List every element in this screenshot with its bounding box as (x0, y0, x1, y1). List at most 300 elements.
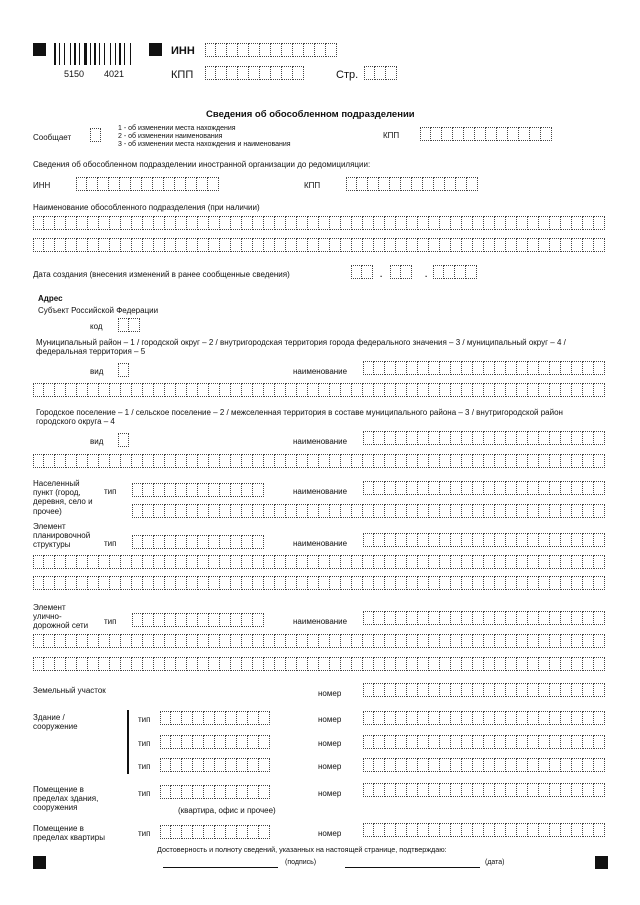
char-cell[interactable] (374, 657, 385, 671)
char-cell[interactable] (451, 657, 462, 671)
char-cell[interactable] (121, 576, 132, 590)
char-cell[interactable] (572, 634, 583, 648)
char-cell[interactable] (550, 758, 561, 772)
char-cell[interactable] (176, 634, 187, 648)
char-cell[interactable] (132, 535, 143, 549)
char-cell[interactable] (550, 611, 561, 625)
char-cell[interactable] (572, 383, 583, 397)
char-cell[interactable] (88, 634, 99, 648)
char-cell[interactable] (182, 735, 193, 749)
char-cell[interactable] (462, 431, 473, 445)
char-cell[interactable] (259, 735, 270, 749)
char-cell[interactable] (154, 483, 165, 497)
char-cell[interactable] (110, 576, 121, 590)
char-cell[interactable] (118, 318, 129, 332)
char-cell[interactable] (352, 383, 363, 397)
char-cell[interactable] (473, 454, 484, 468)
char-cell[interactable] (33, 238, 44, 252)
char-cell[interactable] (583, 783, 594, 797)
char-cell[interactable] (407, 454, 418, 468)
char-cell[interactable] (99, 454, 110, 468)
char-cell[interactable] (160, 735, 171, 749)
street-name-field-row-2[interactable] (33, 634, 605, 648)
char-cell[interactable] (418, 611, 429, 625)
char-cell[interactable] (330, 634, 341, 648)
char-cell[interactable] (462, 383, 473, 397)
char-cell[interactable] (209, 238, 220, 252)
char-cell[interactable] (407, 657, 418, 671)
char-cell[interactable] (407, 576, 418, 590)
char-cell[interactable] (429, 555, 440, 569)
char-cell[interactable] (352, 216, 363, 230)
char-cell[interactable] (506, 576, 517, 590)
char-cell[interactable] (242, 216, 253, 230)
char-cell[interactable] (231, 576, 242, 590)
char-cell[interactable] (330, 657, 341, 671)
char-cell[interactable] (308, 383, 319, 397)
char-cell[interactable] (154, 634, 165, 648)
char-cell[interactable] (517, 657, 528, 671)
char-cell[interactable] (220, 504, 231, 518)
char-cell[interactable] (308, 238, 319, 252)
char-cell[interactable] (193, 785, 204, 799)
char-cell[interactable] (242, 504, 253, 518)
char-cell[interactable] (143, 504, 154, 518)
char-cell[interactable] (374, 823, 385, 837)
char-cell[interactable] (44, 383, 55, 397)
char-cell[interactable] (330, 454, 341, 468)
char-cell[interactable] (165, 216, 176, 230)
char-cell[interactable] (374, 504, 385, 518)
char-cell[interactable] (440, 634, 451, 648)
char-cell[interactable] (418, 634, 429, 648)
char-cell[interactable] (462, 683, 473, 697)
char-cell[interactable] (231, 657, 242, 671)
char-cell[interactable] (374, 683, 385, 697)
char-cell[interactable] (357, 177, 368, 191)
char-cell[interactable] (451, 735, 462, 749)
char-cell[interactable] (259, 711, 270, 725)
char-cell[interactable] (396, 711, 407, 725)
char-cell[interactable] (473, 361, 484, 375)
char-cell[interactable] (561, 683, 572, 697)
char-cell[interactable] (550, 711, 561, 725)
char-cell[interactable] (495, 735, 506, 749)
char-cell[interactable] (308, 576, 319, 590)
municipal-vid-field[interactable] (118, 363, 129, 377)
char-cell[interactable] (231, 634, 242, 648)
char-cell[interactable] (539, 431, 550, 445)
char-cell[interactable] (275, 504, 286, 518)
char-cell[interactable] (171, 735, 182, 749)
char-cell[interactable] (418, 533, 429, 547)
char-cell[interactable] (242, 657, 253, 671)
char-cell[interactable] (55, 576, 66, 590)
planning-type-field[interactable] (132, 535, 264, 549)
char-cell[interactable] (385, 431, 396, 445)
char-cell[interactable] (286, 576, 297, 590)
char-cell[interactable] (253, 483, 264, 497)
char-cell[interactable] (385, 634, 396, 648)
char-cell[interactable] (44, 634, 55, 648)
char-cell[interactable] (319, 504, 330, 518)
char-cell[interactable] (517, 576, 528, 590)
char-cell[interactable] (242, 555, 253, 569)
char-cell[interactable] (187, 613, 198, 627)
char-cell[interactable] (541, 127, 552, 141)
char-cell[interactable] (110, 383, 121, 397)
char-cell[interactable] (182, 758, 193, 772)
char-cell[interactable] (209, 504, 220, 518)
char-cell[interactable] (231, 383, 242, 397)
char-cell[interactable] (187, 555, 198, 569)
char-cell[interactable] (433, 265, 444, 279)
char-cell[interactable] (209, 454, 220, 468)
char-cell[interactable] (462, 216, 473, 230)
char-cell[interactable] (396, 611, 407, 625)
char-cell[interactable] (198, 216, 209, 230)
char-cell[interactable] (363, 454, 374, 468)
char-cell[interactable] (396, 758, 407, 772)
char-cell[interactable] (506, 533, 517, 547)
char-cell[interactable] (539, 683, 550, 697)
char-cell[interactable] (495, 783, 506, 797)
char-cell[interactable] (204, 785, 215, 799)
char-cell[interactable] (495, 823, 506, 837)
char-cell[interactable] (286, 454, 297, 468)
char-cell[interactable] (286, 383, 297, 397)
char-cell[interactable] (429, 361, 440, 375)
char-cell[interactable] (132, 634, 143, 648)
char-cell[interactable] (418, 431, 429, 445)
char-cell[interactable] (374, 481, 385, 495)
char-cell[interactable] (231, 216, 242, 230)
char-cell[interactable] (440, 683, 451, 697)
char-cell[interactable] (193, 758, 204, 772)
char-cell[interactable] (550, 533, 561, 547)
char-cell[interactable] (561, 634, 572, 648)
char-cell[interactable] (264, 634, 275, 648)
char-cell[interactable] (90, 128, 101, 142)
char-cell[interactable] (440, 555, 451, 569)
char-cell[interactable] (385, 238, 396, 252)
char-cell[interactable] (341, 657, 352, 671)
char-cell[interactable] (275, 634, 286, 648)
char-cell[interactable] (561, 611, 572, 625)
char-cell[interactable] (572, 216, 583, 230)
char-cell[interactable] (407, 383, 418, 397)
char-cell[interactable] (363, 634, 374, 648)
char-cell[interactable] (396, 504, 407, 518)
char-cell[interactable] (220, 483, 231, 497)
char-cell[interactable] (176, 657, 187, 671)
char-cell[interactable] (517, 683, 528, 697)
char-cell[interactable] (341, 576, 352, 590)
char-cell[interactable] (572, 711, 583, 725)
char-cell[interactable] (99, 657, 110, 671)
settlement-name-field-row-2[interactable] (33, 454, 605, 468)
char-cell[interactable] (352, 634, 363, 648)
char-cell[interactable] (473, 533, 484, 547)
char-cell[interactable] (550, 783, 561, 797)
char-cell[interactable] (379, 177, 390, 191)
char-cell[interactable] (77, 383, 88, 397)
char-cell[interactable] (528, 823, 539, 837)
char-cell[interactable] (396, 555, 407, 569)
char-cell[interactable] (396, 533, 407, 547)
char-cell[interactable] (99, 576, 110, 590)
char-cell[interactable] (583, 683, 594, 697)
char-cell[interactable] (286, 555, 297, 569)
char-cell[interactable] (506, 634, 517, 648)
char-cell[interactable] (326, 43, 337, 57)
char-cell[interactable] (462, 576, 473, 590)
date-line[interactable] (345, 867, 480, 868)
char-cell[interactable] (506, 657, 517, 671)
char-cell[interactable] (396, 657, 407, 671)
char-cell[interactable] (486, 127, 497, 141)
char-cell[interactable] (33, 657, 44, 671)
char-cell[interactable] (517, 735, 528, 749)
char-cell[interactable] (396, 823, 407, 837)
char-cell[interactable] (297, 576, 308, 590)
char-cell[interactable] (594, 361, 605, 375)
char-cell[interactable] (418, 454, 429, 468)
char-cell[interactable] (260, 43, 271, 57)
char-cell[interactable] (160, 711, 171, 725)
char-cell[interactable] (352, 504, 363, 518)
char-cell[interactable] (473, 238, 484, 252)
building-number-field-3[interactable] (363, 758, 605, 772)
char-cell[interactable] (242, 483, 253, 497)
char-cell[interactable] (517, 504, 528, 518)
char-cell[interactable] (594, 454, 605, 468)
char-cell[interactable] (594, 657, 605, 671)
char-cell[interactable] (187, 504, 198, 518)
char-cell[interactable] (253, 454, 264, 468)
char-cell[interactable] (572, 454, 583, 468)
char-cell[interactable] (248, 735, 259, 749)
char-cell[interactable] (473, 735, 484, 749)
char-cell[interactable] (44, 238, 55, 252)
char-cell[interactable] (242, 535, 253, 549)
char-cell[interactable] (143, 576, 154, 590)
char-cell[interactable] (121, 657, 132, 671)
char-cell[interactable] (407, 481, 418, 495)
char-cell[interactable] (594, 823, 605, 837)
char-cell[interactable] (440, 216, 451, 230)
char-cell[interactable] (238, 43, 249, 57)
char-cell[interactable] (319, 238, 330, 252)
char-cell[interactable] (351, 265, 362, 279)
char-cell[interactable] (220, 555, 231, 569)
char-cell[interactable] (528, 576, 539, 590)
char-cell[interactable] (226, 785, 237, 799)
municipal-name-field-row-2[interactable] (33, 383, 605, 397)
char-cell[interactable] (132, 454, 143, 468)
char-cell[interactable] (198, 454, 209, 468)
char-cell[interactable] (209, 613, 220, 627)
char-cell[interactable] (204, 735, 215, 749)
char-cell[interactable] (220, 613, 231, 627)
char-cell[interactable] (237, 711, 248, 725)
char-cell[interactable] (517, 533, 528, 547)
char-cell[interactable] (132, 613, 143, 627)
settlement-vid-field[interactable] (118, 433, 129, 447)
char-cell[interactable] (583, 216, 594, 230)
char-cell[interactable] (519, 127, 530, 141)
char-cell[interactable] (508, 127, 519, 141)
char-cell[interactable] (429, 611, 440, 625)
char-cell[interactable] (363, 657, 374, 671)
char-cell[interactable] (259, 785, 270, 799)
char-cell[interactable] (528, 238, 539, 252)
char-cell[interactable] (462, 823, 473, 837)
char-cell[interactable] (440, 383, 451, 397)
char-cell[interactable] (271, 43, 282, 57)
char-cell[interactable] (506, 555, 517, 569)
char-cell[interactable] (495, 481, 506, 495)
char-cell[interactable] (142, 177, 153, 191)
char-cell[interactable] (451, 823, 462, 837)
char-cell[interactable] (330, 383, 341, 397)
locality-name-field-row-2[interactable] (132, 504, 605, 518)
char-cell[interactable] (209, 555, 220, 569)
char-cell[interactable] (253, 383, 264, 397)
street-name-field-row-1[interactable] (363, 611, 605, 625)
char-cell[interactable] (88, 657, 99, 671)
char-cell[interactable] (396, 634, 407, 648)
char-cell[interactable] (374, 735, 385, 749)
char-cell[interactable] (594, 555, 605, 569)
char-cell[interactable] (451, 216, 462, 230)
char-cell[interactable] (418, 481, 429, 495)
char-cell[interactable] (429, 504, 440, 518)
char-cell[interactable] (363, 611, 374, 625)
char-cell[interactable] (528, 634, 539, 648)
char-cell[interactable] (259, 825, 270, 839)
char-cell[interactable] (165, 483, 176, 497)
char-cell[interactable] (187, 216, 198, 230)
char-cell[interactable] (330, 555, 341, 569)
char-cell[interactable] (363, 481, 374, 495)
char-cell[interactable] (205, 43, 216, 57)
char-cell[interactable] (407, 783, 418, 797)
char-cell[interactable] (451, 504, 462, 518)
char-cell[interactable] (418, 823, 429, 837)
char-cell[interactable] (220, 634, 231, 648)
char-cell[interactable] (550, 823, 561, 837)
char-cell[interactable] (528, 683, 539, 697)
char-cell[interactable] (220, 657, 231, 671)
char-cell[interactable] (484, 533, 495, 547)
char-cell[interactable] (561, 823, 572, 837)
char-cell[interactable] (293, 66, 304, 80)
char-cell[interactable] (341, 383, 352, 397)
char-cell[interactable] (407, 238, 418, 252)
char-cell[interactable] (495, 634, 506, 648)
char-cell[interactable] (110, 634, 121, 648)
char-cell[interactable] (517, 361, 528, 375)
char-cell[interactable] (528, 361, 539, 375)
char-cell[interactable] (253, 216, 264, 230)
char-cell[interactable] (473, 783, 484, 797)
char-cell[interactable] (319, 454, 330, 468)
char-cell[interactable] (143, 454, 154, 468)
char-cell[interactable] (396, 216, 407, 230)
char-cell[interactable] (550, 657, 561, 671)
char-cell[interactable] (110, 238, 121, 252)
char-cell[interactable] (220, 216, 231, 230)
char-cell[interactable] (154, 613, 165, 627)
char-cell[interactable] (497, 127, 508, 141)
char-cell[interactable] (583, 711, 594, 725)
char-cell[interactable] (198, 504, 209, 518)
char-cell[interactable] (418, 711, 429, 725)
char-cell[interactable] (198, 634, 209, 648)
char-cell[interactable] (77, 555, 88, 569)
char-cell[interactable] (451, 783, 462, 797)
char-cell[interactable] (506, 431, 517, 445)
char-cell[interactable] (193, 711, 204, 725)
street-type-field[interactable] (132, 613, 264, 627)
building-type-field-2[interactable] (160, 735, 270, 749)
char-cell[interactable] (165, 535, 176, 549)
char-cell[interactable] (55, 383, 66, 397)
char-cell[interactable] (319, 555, 330, 569)
char-cell[interactable] (99, 216, 110, 230)
char-cell[interactable] (66, 634, 77, 648)
char-cell[interactable] (484, 216, 495, 230)
char-cell[interactable] (561, 361, 572, 375)
char-cell[interactable] (561, 711, 572, 725)
building-number-field-1[interactable] (363, 711, 605, 725)
char-cell[interactable] (550, 555, 561, 569)
char-cell[interactable] (561, 657, 572, 671)
char-cell[interactable] (418, 216, 429, 230)
char-cell[interactable] (264, 238, 275, 252)
char-cell[interactable] (198, 535, 209, 549)
char-cell[interactable] (55, 634, 66, 648)
char-cell[interactable] (176, 535, 187, 549)
char-cell[interactable] (44, 555, 55, 569)
char-cell[interactable] (171, 825, 182, 839)
char-cell[interactable] (495, 555, 506, 569)
char-cell[interactable] (440, 533, 451, 547)
char-cell[interactable] (220, 576, 231, 590)
char-cell[interactable] (297, 504, 308, 518)
char-cell[interactable] (264, 555, 275, 569)
char-cell[interactable] (154, 454, 165, 468)
char-cell[interactable] (209, 483, 220, 497)
char-cell[interactable] (385, 683, 396, 697)
char-cell[interactable] (98, 177, 109, 191)
char-cell[interactable] (216, 66, 227, 80)
char-cell[interactable] (275, 576, 286, 590)
char-cell[interactable] (121, 555, 132, 569)
locality-type-field[interactable] (132, 483, 264, 497)
char-cell[interactable] (330, 216, 341, 230)
char-cell[interactable] (226, 735, 237, 749)
char-cell[interactable] (110, 555, 121, 569)
char-cell[interactable] (572, 576, 583, 590)
locality-name-field-row-1[interactable] (363, 481, 605, 495)
char-cell[interactable] (187, 483, 198, 497)
char-cell[interactable] (249, 43, 260, 57)
char-cell[interactable] (132, 483, 143, 497)
char-cell[interactable] (374, 533, 385, 547)
char-cell[interactable] (363, 783, 374, 797)
